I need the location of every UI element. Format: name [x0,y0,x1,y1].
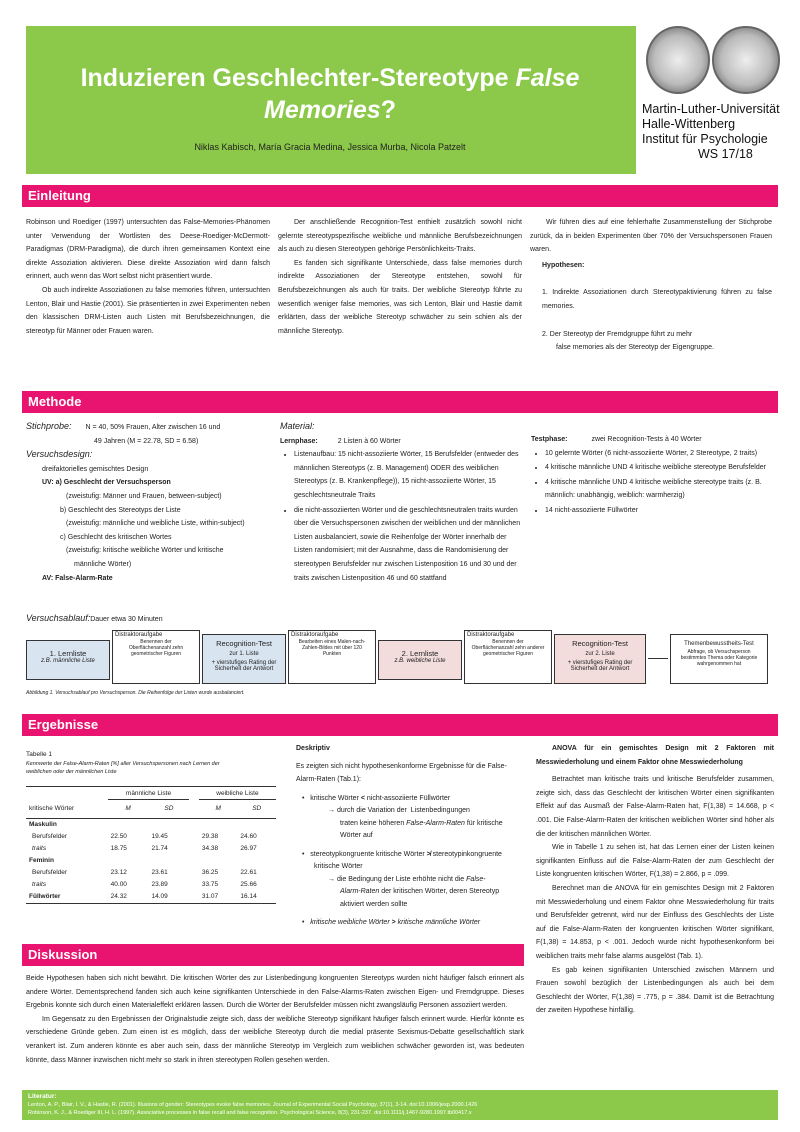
material-lernphase: Material: Lernphase: 2 Listen à 60 Wörter • Listenaufbau: 15 nicht-assoziierte Wörter, 15 Berufsfelder (entweder des männlichen Stereotyps (z. B. Management) ODER des weiblichen Stereotyps (z. B. Krankenpflege)), 15 nicht-assoziierte Wörter, 15 geschlechtsneutrale Traits • die nicht-assoziierten Wörter und die geschlechtsneutralen traits wurden über die Versuchspersonen zwischen der weiblichen und der männlichen Listen ausbalanciert, sowie die Reihenfolge der Wörter innerhalb der Listen randomisiert; mit der Ausnahme, dass die Randomisierung der stereotypen Berufsfelder nur zwischen Listenposition 16 und 30 und der traits zwischen Listenposition 46 und 60 stattfand [280,420,525,586]
einleitung-col3: Wir führen dies auf eine fehlerhafte Zusammenstellung der Stichprobe zurück, da in beiden Experimenten über 70% der Versuchspersonen Frauen waren. Hypothesen: 1. Indirekte Assoziationen durch Stereotypaktivierung führen zu false memories. 2. Der Stereotyp der Fremdgruppe führt zu mehr false memories als der Stereotyp der Eigengruppe. [530,219,772,352]
flow-themenbewusstheit: Themenbewusstheits-Test Abfrage, ob Versuchsperson bestimmtes Thema oder Kategorie wahrgenommen hat [670,634,768,684]
author-list: Niklas Kabisch, María Gracia Medina, Jessica Murba, Nicola Patzelt [194,142,466,152]
flow-distraktor-1: Distraktoraufgabe Benennen der Oberflächenanzahl zehn geometrischer Figuren [112,630,200,684]
table-row: kritische Wörter M SD M SD [26,800,276,819]
list-item: • kritische weibliche Wörter > kritische männliche Wörter [302,919,481,927]
table-row: männliche Liste weibliche Liste [26,787,276,800]
section-heading-ergebnisse: Ergebnisse [22,714,778,736]
semester: WS 17/18 [698,147,753,161]
literatur-footer: Literatur: Lenton, A. P., Blair, I. V., & Hastie, R. (2001). Illusions of gender: Stereotypes evoke false memories. Journal of Experimental Social Psychology, 37(1), 3-14. doi:10.1006/jesp.2000.1426 Robinson, K. J., & Roediger III, H. L. (1997). Associative processes in false recall and false recognition. Psychological Science, 8(3), 231-237. doi:10.1111/j.1467-9280.1997.tb00417.x [22,1090,778,1120]
list-item: • stereotypkongruente kritische Wörter ≯ stereotypinkongruente [302,850,502,858]
list-item: • 14 nicht-assoziierte Füllwörter [545,504,776,518]
figure-caption: Abbildung 1. Versuchsablauf pro Versuchsperson. Die Reihenfolge der Listen wurde ausbalanciert. [26,690,245,696]
flow-diagram [26,628,782,688]
versuchsablauf-label: Versuchsablauf:Dauer etwa 30 Minuten [26,613,163,623]
deskriptiv-block: Deskriptiv Es zeigten sich nicht hypothesenkonforme Ergebnisse für die False-Alarm-Raten (Tab.1): • kritische Wörter < nicht-assoziierte Füllwörter → durch die Variation der Listenbedingungen traten keine höheren False-Alarm-Raten für kritische Wörter auf • stereotypkongruente kritische Wörter ≯ stereotypinkongruente kritische Wörter → die Bedingung der Liste erhöhte nicht die False- Alarm-Raten der kritischen Wörter, deren Stereotyp aktiviert werden sollte • kritische weibliche Wörter > kritische männliche Wörter [296,742,526,930]
list-item: • kritische Wörter < nicht-assoziierte Füllwörter [302,794,451,802]
list-item: • die nicht-assoziierten Wörter und die geschlechtsneutralen traits wurden über die Versuchspersonen zwischen der weiblichen und der männlichen Listen ausbalanciert, sowie die Reihenfolge der Wörter innerhalb der Listen randomisiert; mit der Ausnahme, dass die Randomisierung der stereotypen Berufsfelder nur zwischen Listenposition 16 und 30 und der traits zwischen Listenposition 46 und 60 stattfand [294,504,525,586]
table-row: Berufsfelder 23.12 23.61 36.25 22.61 [32,869,257,876]
anova-block: ANOVA für ein gemischtes Design mit 2 Faktoren mit Messwiederholung und einem Faktor ohne Messwiederholung Betrachtet man kritische traits und kritische Berufsfelder zusammen, zeigte sich, dass das Geschlecht der kritischen Wörter einen signifikanten Effekt auf das Ausmaß der False-Alarm-Raten hat, F(1,38) = 14.668, p < .001. Die False-Alarm-Raten der kritischen weiblichen Wörter sind höher als die der kritischen männlichen Wörter. Wie in Tabelle 1 zu sehen ist, hat das Lernen einer der Listen keinen signifikanten Einfluss auf die False-Alarm-Raten der zum Geschlecht der Liste kongruenten kritischen Wörter, F(1,38) = 2.866, p = .099. Berechnet man die ANOVA für ein gemischtes Design mit 2 Faktoren mit Messwiederholung und einem Faktor ohne Messwiederholung für traits und Berufsfelder getrennt, wird nur der Einfluss des Geschlechts der Liste auf die False-Alarm-Raten der kongruenten kritischen Wörter signifikant, F(1,38) = 14.853, p < .001. Jedoch wurde nicht hypothesenkonform bei weiblichen traits mehr false alarms ausgelöst (Tab. 1). Es gab keinen signifikanten Unterschied zwischen Männern und Frauen sowohl bezüglich der Listenbedingungen als auch bei dem Geschlecht der Wörter, F(1,38) = .775, p = .384. Damit ist die Betrachtung der zweiten Hypothese hinfällig. [536,745,774,1015]
table-row: Berufsfelder 22.50 19.45 29.38 24.60 [32,833,257,840]
table-row: Füllwörter 24.32 14.09 31.07 16.14 [29,893,257,900]
methode-left: Stichprobe: N = 40, 50% Frauen, Alter zwischen 16 und 49 Jahren (M = 22.78, SD = 6.58) Versuchsdesign: dreifaktorielles gemischtes Design UV: a) Geschlecht der Versuchsperson (zweistufig: Männer und Frauen, between-subject) b) Geschlecht des Stereotyps der Liste (zweistufig: männliche und weibliche Liste, within-subject) c) Geschlecht des kritischen Wortes (zweistufig: kritische weibliche Wörter und kritische männliche Wörter) AV: False-Alarm-Rate [26,421,245,582]
university-city: Halle-Wittenberg [642,117,736,131]
section-heading-diskussion: Diskussion [22,944,524,966]
diskussion-text: Beide Hypothesen haben sich nicht bewährt. Die kritischen Wörter des zur Listenbedingung kongruenten Stereotyps wurden nicht häufiger falsch erinnert als andere Wörter. Dementsprechend fanden sich auch keine signifikanten Unterschiede in den False-Alarms-Raten zwischen Eigen- und Fremdgruppe. Dieses Ergebnis konnte sich durch einen Materialeffekt erklären lassen. Durch die Wörter der Berufsfelder müssen nicht zwangsläufig Personen assoziiert werden. Im Gegensatz zu den Ergebnissen der Originalstudie zeigte sich, dass der weibliche Stereotyp signifikant häufiger falsch erinnert wurde. Hierfür könnte es verschiedene Gründe geben. Zum einen ist es möglich, dass der weibliche Stereotyp durch die medial präsente Sexismus-Debatte gesellschaftlich stark verankert ist. Zum anderen könnte es aber auch sein, dass der männliche Stereotyp im Vergleich zum weiblichen schwächer geworden ist, was bedeuten könnte, dass Männer inzwischen nicht mehr so stark in ihren stereotypen Rollen gesehen werden. [26,975,524,1064]
reference: Robinson, K. J., & Roediger III, H. L. (1997). Associative processes in false recall and false recognition. Psychological Science, 8(3), 231-237. doi:10.1111/j.1467-9280.1997.tb00417.x [28,1110,472,1116]
hypothesis-1: 1. Indirekte Assoziationen durch Stereotypaktivierung führen zu false memories. [542,289,772,310]
arrow-icon [648,658,668,659]
section-heading-methode: Methode [22,391,778,413]
poster-title: Induzieren Geschlechter-Stereotype False Memories? [80,64,580,124]
hypothesen-heading: Hypothesen: [542,261,585,269]
einleitung-col2: Der anschließende Recognition-Test enthielt zusätzlich sowohl nicht gelernte stereotypspezifische weibliche und männliche Berufsbezeichnungen als auch zu diesen Stereotypen gehörige Persönlichkeits-Traits. Es fanden sich signifikante Unterschiede, dass false memories durch indirekte Assoziationen der Stereotype entstehen, sowohl für Berufsbezeichnungen als auch für traits. Der weibliche Stereotyp führte zu wesentlich weniger false memories, was sich Lenton, Blair und Hastie damit erklärten, dass der weibliche Stereotyp schwächer zu sein schien als der männliche Stereotyp. [278,219,522,335]
table-row: traits 18.75 21.74 34.38 26.97 [32,845,257,852]
institute-name: Institut für Psychologie [642,132,768,146]
university-seal-icon [646,26,710,94]
university-seal-icon [712,26,780,94]
list-item: • 4 kritische männliche UND 4 kritische weibliche stereotype Berufsfelder [545,461,776,475]
deskriptiv-list: • kritische Wörter < nicht-assoziierte Füllwörter → durch die Variation der Listenbedingungen traten keine höheren False-Alarm-Raten für kritische Wörter auf • stereotypkongruente kritische Wörter ≯ stereotypinkongruente kritische Wörter → die Bedingung der Liste erhöhte nicht die False- Alarm-Raten der kritischen Wörter, deren Stereotyp aktiviert werden sollte • kritische weibliche Wörter > kritische männliche Wörter [296,793,526,930]
table-row: Maskulin [29,821,57,828]
material-testphase: Testphase: zwei Recognition-Tests à 40 Wörter • 10 gelernte Wörter (6 nicht-assoziierte Wörter, 2 Stereotype, 2 traits) • 4 kritische männliche UND 4 kritische weibliche stereotype Berufsfelder • 4 kritische männliche UND 4 kritische weibliche stereotype traits (z. B. männlich: unabhängig, weiblich: warmherzig) • 14 nicht-assoziierte Füllwörter [531,433,776,519]
flow-distraktor-2: Distraktoraufgabe Bearbeiten eines Malen-nach-Zahlen-Bildes mit über 120 Punkten [288,630,376,684]
table-label: Tabelle 1 [26,751,53,758]
university-name: Martin-Luther-Universität [642,102,780,116]
hypothesis-2: 2. Der Stereotyp der Fremdgruppe führt zu mehr [542,330,693,338]
flow-recognition-2: Recognition-Test zur 2. Liste + vierstufiges Rating der Sicherheit der Antwort [554,634,646,684]
university-info [642,102,792,162]
section-heading-einleitung: Einleitung [22,185,778,207]
list-item: • Listenaufbau: 15 nicht-assoziierte Wörter, 15 Berufsfelder (entweder des männlichen Stereotyps (z. B. Management) ODER des weiblichen Stereotyps (z. B. Krankenpflege)), 15 nicht-assoziierte Wörter, 15 geschlechtsneutrale Traits [294,448,525,502]
table-caption: Kennwerte der False-Alarm-Raten [%] aller Versuchspersonen nach Lernen der weiblichen oder der männlichen Liste [26,761,220,775]
results-table [26,786,276,904]
list-item: • 4 kritische männliche UND 4 kritische weibliche stereotype traits (z. B. männlich: unabhängig, weiblich: warmherzig) [545,476,776,503]
flow-lernliste-2: 2. Lernliste z.B. weibliche Liste [378,640,462,680]
flow-lernliste-1: 1. Lernliste z.B. männliche Liste [26,640,110,680]
table-row: Feminin [29,857,54,864]
list-item: • 10 gelernte Wörter (6 nicht-assoziierte Wörter, 2 Stereotype, 2 traits) [545,447,776,461]
reference: Lenton, A. P., Blair, I. V., & Hastie, R. (2001). Illusions of gender: Stereotypes evoke false memories. Journal of Experimental Social Psychology, 37(1), 3-14. doi:10.1006/jesp.2000.1426 [28,1102,478,1108]
einleitung-col1: Robinson und Roediger (1997) untersuchten das False-Memories-Phänomen unter Verwendung der Wortlisten des Deese-Roediger-McDermott-Paradigmas (DRM-Paradigma), die durch ihren gemeinsamen Kontext eine direkte Assoziation aktivieren. Diese direkte Assoziation wird dann falsch erinnert, auch wenn das Wort selbst nicht präsentiert wurde. Ob auch indirekte Assoziationen zu false memories führen, untersuchten Lenton, Blair und Hastie (2001). Sie präsentierten in zwei Experimenten neben den klassischen DRM-Listen auch Listen mit Berufsbezeichnungen, die stereotyp für Männer oder Frauen waren. [26,219,270,335]
flow-recognition-1: Recognition-Test zur 1. Liste + vierstufiges Rating der Sicherheit der Antwort [202,634,286,684]
flow-distraktor-3: Distraktoraufgabe Benennen der Oberflächenanzahl zehn anderer geometrischer Figuren [464,630,552,684]
table-row: traits 40.00 23.89 33.75 25.66 [32,881,257,888]
